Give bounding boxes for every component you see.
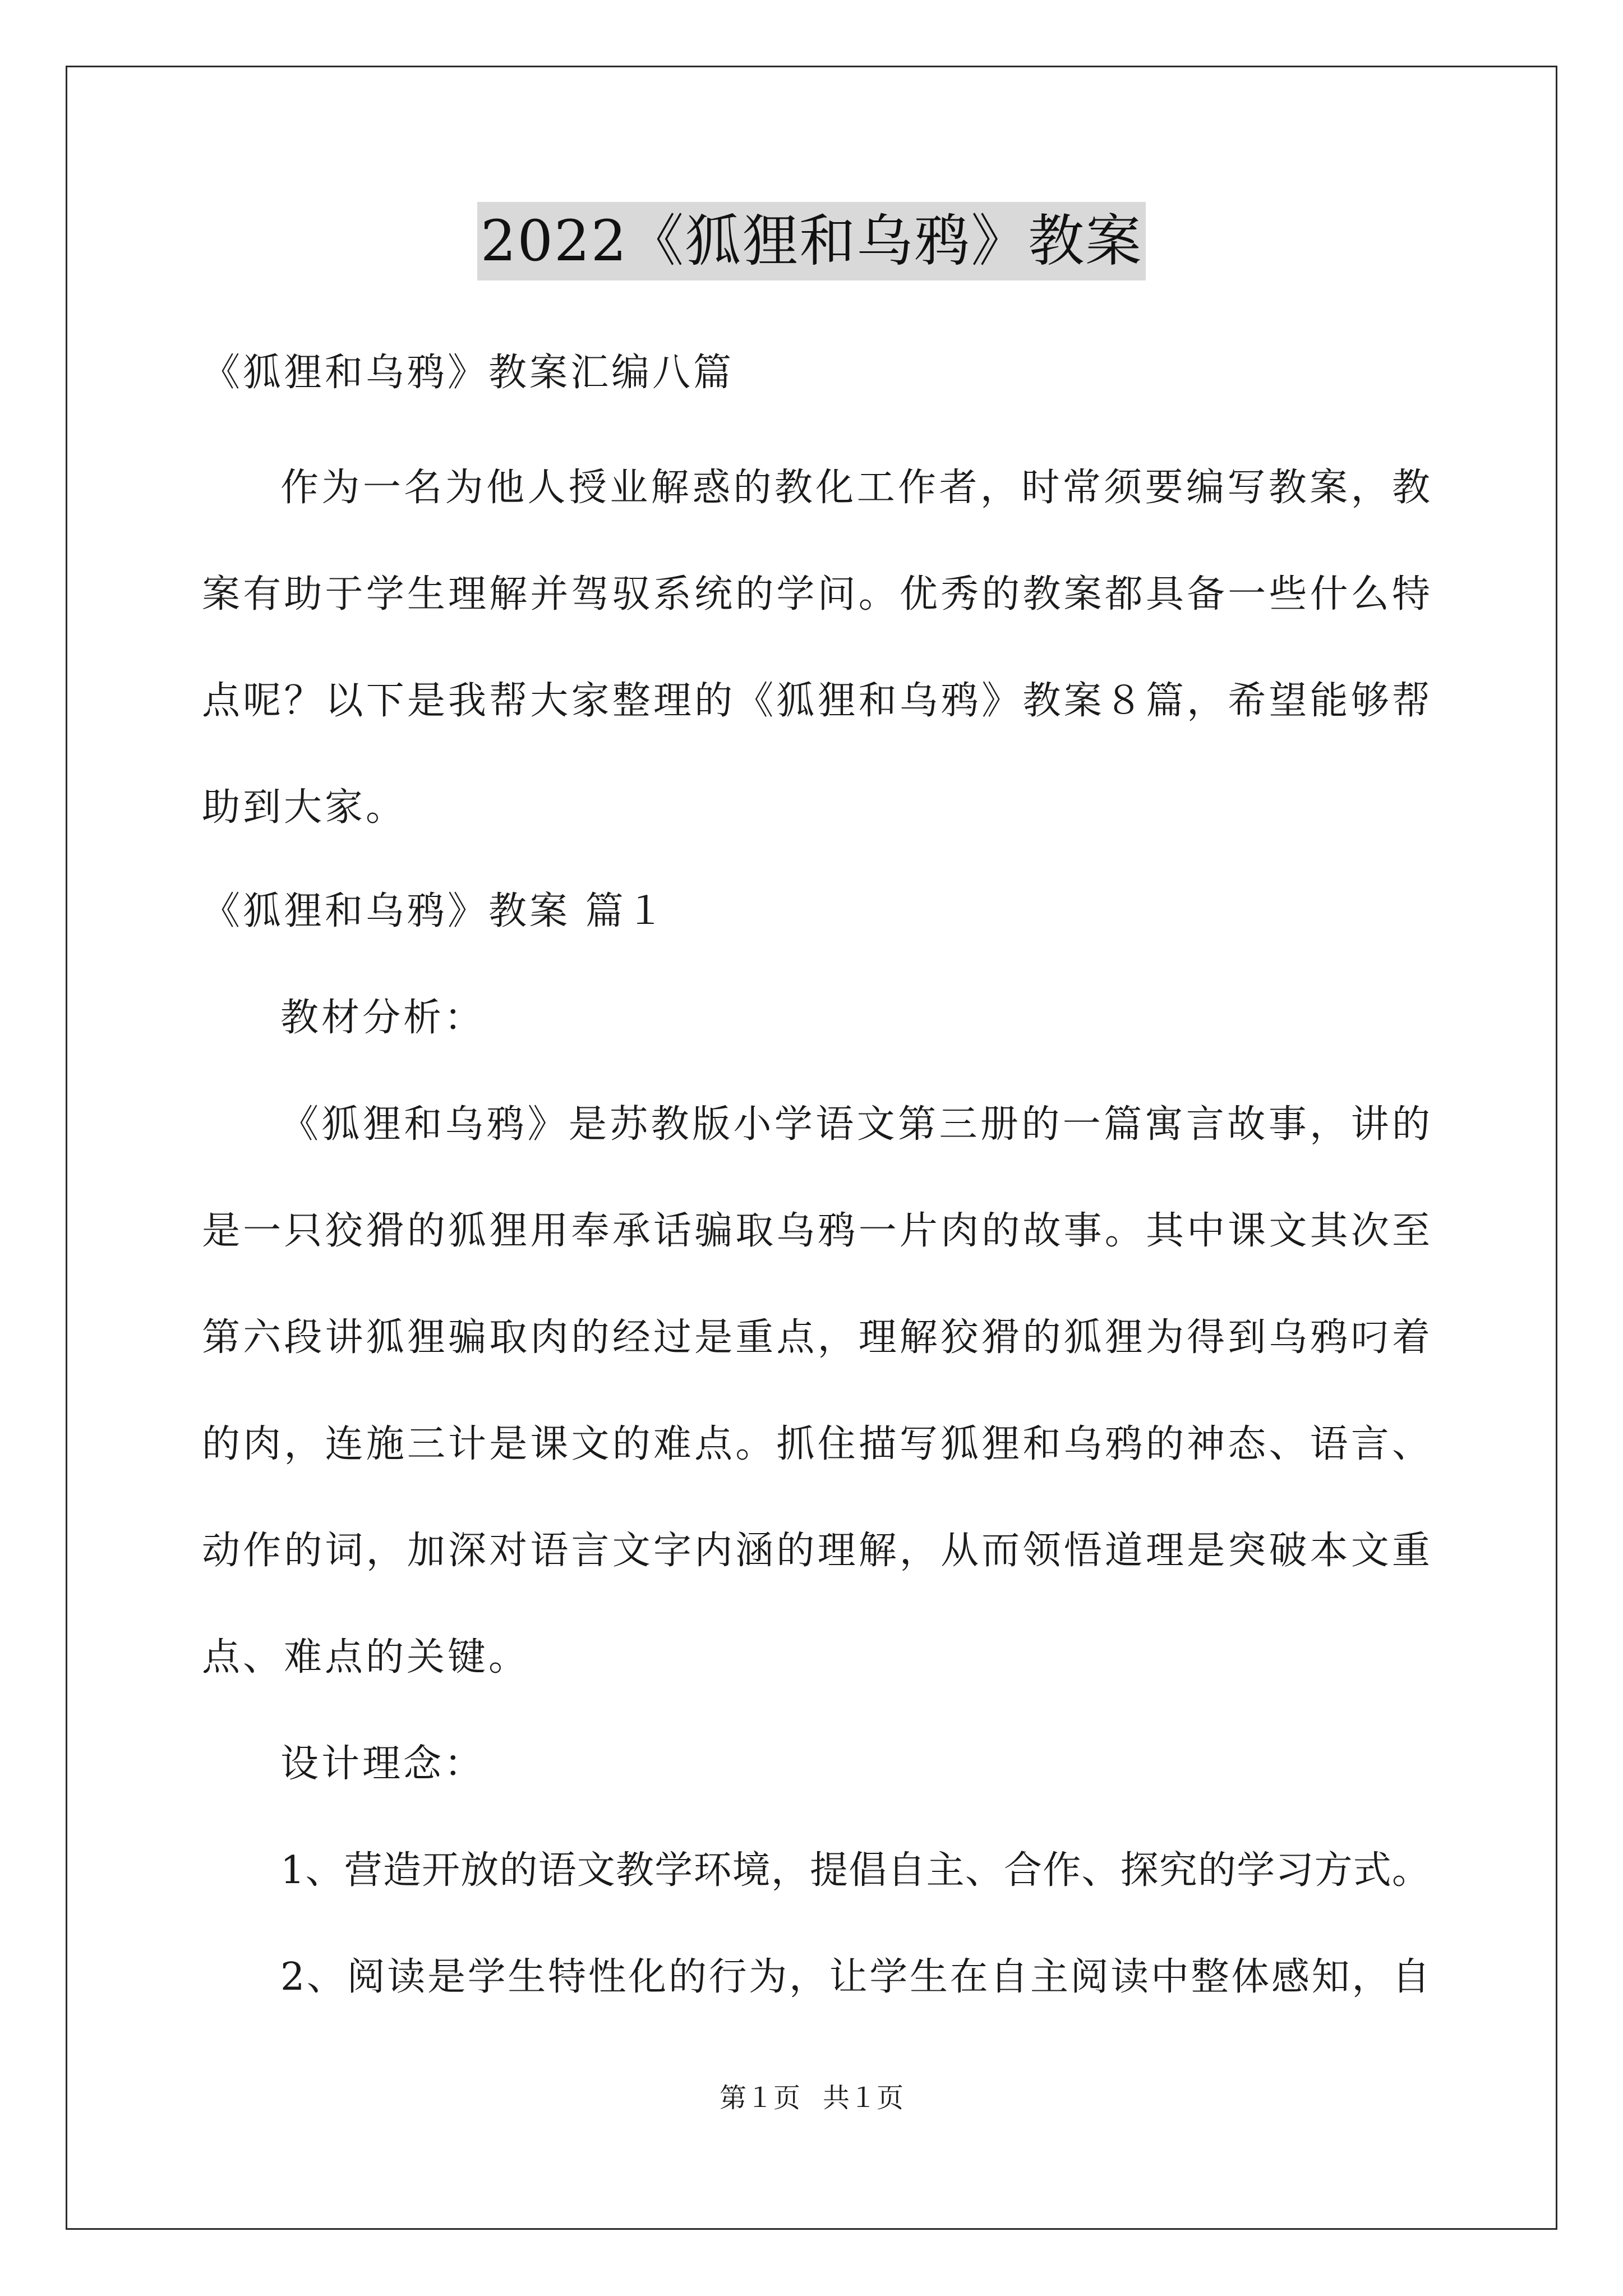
section-heading: 《狐狸和乌鸦》教案 篇１ — [202, 889, 667, 933]
subheading-line: 设计理念： — [280, 1742, 486, 1786]
list-item: 1、营造开放的语文教学环境，提倡自主、合作、探究的学习方式。 — [280, 1848, 1430, 1893]
subheading-line: 教材分析： — [280, 996, 486, 1040]
list-item: 2、阅读是学生特性化的行为，让学生在自主阅读中整体感知，自 — [280, 1955, 1430, 1999]
subtitle-line: 《狐狸和乌鸦》教案汇编八篇 — [202, 351, 735, 395]
page-number-current: 第１页 — [719, 2082, 800, 2114]
paragraph-line: 案有助于学生理解并驾驭系统的学问。优秀的教案都具备一些什么特 — [202, 572, 1430, 616]
paragraph-line: 点、难点的关键。 — [202, 1635, 530, 1680]
paragraph-line: 助到大家。 — [202, 785, 407, 830]
page-footer — [0, 2081, 1623, 2115]
page-number-total: 共１页 — [823, 2082, 904, 2114]
title-container — [0, 202, 1623, 280]
paragraph-line: 《狐狸和乌鸦》是苏教版小学语文第三册的一篇寓言故事，讲的 — [280, 1102, 1430, 1147]
paragraph-line: 是一只狡猾的狐狸用奉承话骗取乌鸦一片肉的故事。其中课文其次至 — [202, 1209, 1430, 1253]
document-title: 2022《狐狸和乌鸦》教案 — [477, 202, 1146, 280]
paragraph-line: 动作的词，加深对语言文字内涵的理解，从而领悟道理是突破本文重 — [202, 1529, 1430, 1573]
paragraph-line: 作为一名为他人授业解惑的教化工作者，时常须要编写教案，教 — [280, 466, 1430, 510]
paragraph-line: 的肉，连施三计是课文的难点。抓住描写狐狸和乌鸦的神态、语言、 — [202, 1422, 1430, 1466]
paragraph-line: 点呢？以下是我帮大家整理的《狐狸和乌鸦》教案８篇，希望能够帮 — [202, 679, 1430, 723]
paragraph-line: 第六段讲狐狸骗取肉的经过是重点，理解狡猾的狐狸为得到乌鸦叼着 — [202, 1315, 1430, 1360]
